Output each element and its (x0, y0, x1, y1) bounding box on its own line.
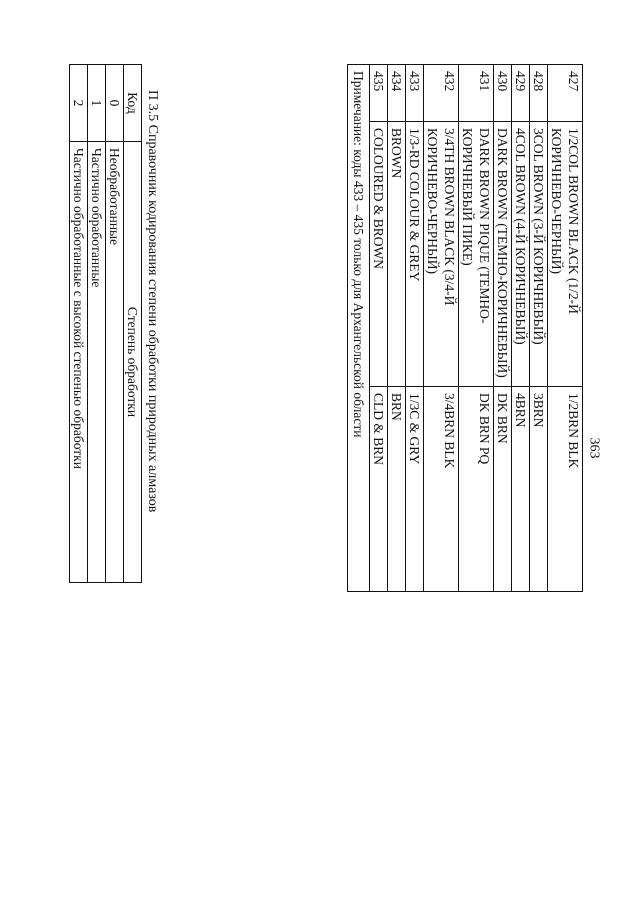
description-cell: BROWN (388, 122, 406, 387)
code-cell: 433 (406, 65, 424, 122)
description-cell: Частично обработанные (88, 142, 106, 583)
code-cell: 1 (88, 65, 106, 142)
code-cell: 431 (459, 65, 494, 122)
table-row (70, 65, 88, 583)
code-cell: 435 (370, 65, 388, 122)
table-row (512, 65, 530, 592)
description-cell: 1/2COL BROWN BLACK (1/2-Й КОРИЧНЕВО-ЧЕРНЫЙ) (548, 122, 583, 387)
description-cell: 3/4TH BROWN BLACK (3/4-Й КОРИЧНЕВО-ЧЕРНЫЙ) (424, 122, 459, 387)
abbreviation-cell: BRN (388, 387, 406, 592)
code-cell: 428 (530, 65, 548, 122)
table-row (406, 65, 424, 592)
code-cell: 429 (512, 65, 530, 122)
description-cell: 1/3-RD COLOUR & GREY (406, 122, 424, 387)
section-caption: П 3.5 Справочник кодирования степени обработки природных алмазов (145, 90, 160, 513)
table-note-row (348, 65, 370, 592)
description-cell: 4COL BROWN (4-Й КОРИЧНЕВЫЙ) (512, 122, 530, 387)
color-codes-table (347, 64, 583, 592)
page-number: 363 (586, 437, 602, 459)
table-row (388, 65, 406, 592)
table-row (88, 65, 106, 583)
description-cell: COLOURED & BROWN (370, 122, 388, 387)
table-row (459, 65, 494, 592)
abbreviation-cell: DK BRN (494, 387, 512, 592)
abbreviation-cell: 1/3C & GRY (406, 387, 424, 592)
description-cell: 3COL BROWN (3-Й КОРИЧНЕВЫЙ) (530, 122, 548, 387)
code-cell: 2 (70, 65, 88, 142)
description-cell: DARK BROWN (ТЕМНО-КОРИЧНЕВЫЙ) (494, 122, 512, 387)
header-code: Код (124, 65, 142, 142)
table-row (494, 65, 512, 592)
abbreviation-cell: 3BRN (530, 387, 548, 592)
abbreviation-cell: 3/4BRN BLK (424, 387, 459, 592)
description-cell: DARK BROWN PIQUE (ТЕМНО-КОРИЧНЕВЫЙ ПИКЕ) (459, 122, 494, 387)
table-row (370, 65, 388, 592)
table-header-row (124, 65, 142, 583)
table-row (106, 65, 124, 583)
code-cell: 432 (424, 65, 459, 122)
processing-degree-table (69, 64, 142, 583)
abbreviation-cell: CLD & BRN (370, 387, 388, 592)
description-cell: Необработанные (106, 142, 124, 583)
table-row (548, 65, 583, 592)
table-note: Примечание: коды 433 – 435 только для Архангельской области (348, 65, 370, 592)
abbreviation-cell: DK BRN PQ (459, 387, 494, 592)
code-cell: 430 (494, 65, 512, 122)
header-description: Степень обработки (124, 142, 142, 583)
table-row (530, 65, 548, 592)
abbreviation-cell: 1/2BRN BLK (548, 387, 583, 592)
code-cell: 0 (106, 65, 124, 142)
description-cell: Частично обработанные с высокой степенью обработки (70, 142, 88, 583)
code-cell: 427 (548, 65, 583, 122)
table-row (424, 65, 459, 592)
abbreviation-cell: 4BRN (512, 387, 530, 592)
code-cell: 434 (388, 65, 406, 122)
